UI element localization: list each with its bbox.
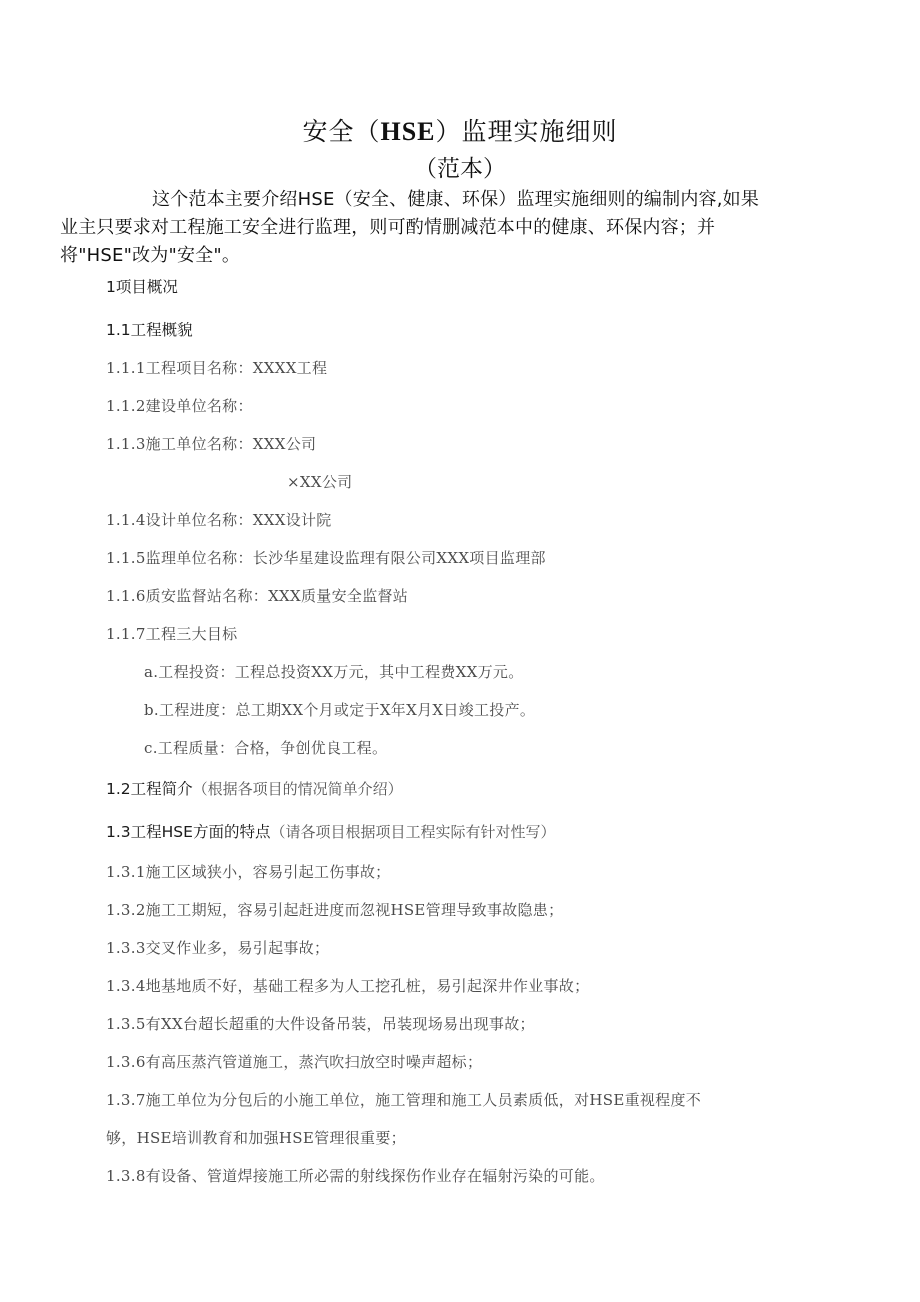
item-1-3-7-line-2: 够，HSE培训教育和加强HSE管理很重要； bbox=[106, 1129, 406, 1147]
item-1-3-4: 1.3.4地基地质不好，基础工程多为人工挖孔桩，易引起深井作业事故； bbox=[106, 977, 590, 995]
section-1-heading: 1项目概况 bbox=[106, 278, 178, 296]
item-1-1-1: 1.1.1工程项目名称：XXXX工程 bbox=[106, 359, 328, 377]
item-1-1-7-c: c.工程质量：合格，争创优良工程。 bbox=[144, 739, 388, 757]
item-1-3-2: 1.3.2施工工期短，容易引起赶进度而忽视HSE管理导致事故隐患； bbox=[106, 901, 564, 919]
item-1-1-3: 1.1.3施工单位名称：XXX公司 bbox=[106, 435, 317, 453]
item-1-1-5: 1.1.5监理单位名称：长沙华星建设监理有限公司XXX项目监理部 bbox=[106, 549, 546, 567]
item-1-1-2: 1.1.2建设单位名称： bbox=[106, 397, 253, 415]
item-1-3-8: 1.3.8有设备、管道焊接施工所必需的射线探伤作业存在辐射污染的可能。 bbox=[106, 1167, 605, 1185]
intro-paragraph bbox=[60, 186, 836, 270]
section-1-2-heading bbox=[106, 777, 403, 799]
item-1-1-7: 1.1.7工程三大目标 bbox=[106, 625, 238, 643]
intro-line-2: 业主只要求对工程施工安全进行监理，则可酌情删减范本中的健康、环保内容；并 bbox=[60, 217, 716, 238]
item-1-3-3: 1.3.3交叉作业多，易引起事故； bbox=[106, 939, 330, 957]
title-suffix: ）监理实施细则 bbox=[435, 117, 618, 146]
document-subtitle: （范本） bbox=[414, 156, 506, 182]
section-1-2-title: 1.2工程简介 bbox=[106, 780, 193, 798]
section-1-1-heading: 1.1工程概貌 bbox=[106, 321, 193, 339]
item-1-3-7-line-1: 1.3.7施工单位为分包后的小施工单位，施工管理和施工人员素质低，对HSE重视程度不 bbox=[106, 1091, 702, 1109]
title-hse: HSE bbox=[380, 117, 436, 146]
item-1-3-6: 1.3.6有高压蒸汽管道施工，蒸汽吹扫放空时噪声超标； bbox=[106, 1053, 483, 1071]
item-1-1-3-second-company: ×XX公司 bbox=[287, 473, 353, 491]
item-1-1-4: 1.1.4设计单位名称：XXX设计院 bbox=[106, 511, 332, 529]
item-1-3-5: 1.3.5有XX台超长超重的大件设备吊装，吊装现场易出现事故； bbox=[106, 1015, 535, 1033]
section-1-2-note: （根据各项目的情况简单介绍） bbox=[192, 780, 403, 798]
section-1-3-title: 1.3工程HSE方面的特点 bbox=[106, 823, 271, 841]
title-prefix: 安全（ bbox=[302, 117, 381, 146]
item-1-1-7-a: a.工程投资：工程总投资XX万元，其中工程费XX万元。 bbox=[144, 663, 524, 681]
item-1-3-1: 1.3.1施工区域狭小，容易引起工伤事故； bbox=[106, 863, 391, 881]
document-title bbox=[0, 112, 920, 148]
intro-line-1: 这个范本主要介绍HSE（安全、健康、环保）监理实施细则的编制内容,如果 bbox=[152, 189, 760, 210]
section-1-3-note: （请各项目根据项目工程实际有针对性写） bbox=[270, 823, 556, 841]
intro-line-3: 将"HSE"改为"安全"。 bbox=[60, 245, 241, 266]
item-1-1-7-b: b.工程进度：总工期XX个月或定于X年X月X日竣工投产。 bbox=[144, 701, 536, 719]
section-1-3-heading bbox=[106, 820, 555, 842]
item-1-1-6: 1.1.6质安监督站名称：XXX质量安全监督站 bbox=[106, 587, 409, 605]
